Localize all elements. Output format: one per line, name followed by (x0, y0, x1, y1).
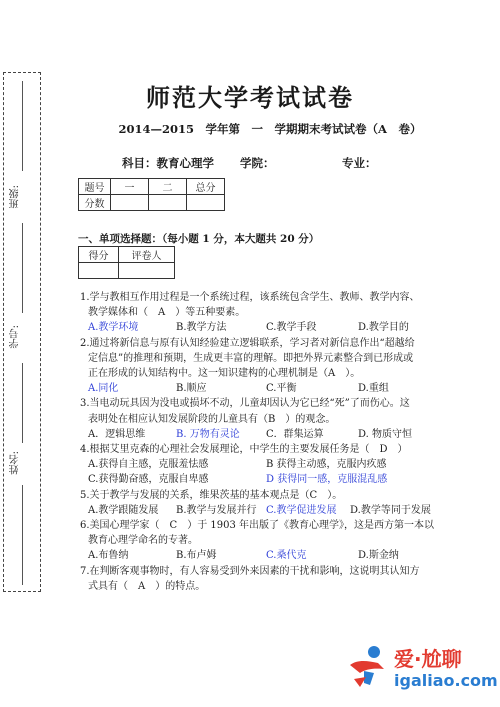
question-stem: 式具有（ A ）的特点。 (88, 580, 206, 592)
table-row (79, 195, 225, 211)
major-field: 专业： (342, 156, 377, 170)
option: C.获得勤奋感，克服自卑感 (88, 474, 209, 486)
score-cell (149, 195, 187, 211)
grader-table (78, 246, 175, 279)
option: A．逻辑思维 (88, 428, 146, 440)
option-row (80, 472, 440, 487)
option: C.桑代克 (266, 550, 307, 562)
option: A.教学跟随发展 (88, 504, 159, 516)
watermark-en: igaliao.com (394, 671, 498, 690)
score-header: 二 (149, 179, 187, 195)
watermark-cn: 爱·尬聊 (394, 647, 462, 671)
question-stem: 定信息”的推理和预期，生成更丰富的理解。即把外界元素整合到已形成或 (88, 352, 414, 364)
option: A.获得自主感，克服羞怯感 (88, 459, 209, 471)
score-row-label: 分数 (79, 195, 111, 211)
option: C.教学促进发展 (266, 504, 337, 516)
score-table (78, 178, 225, 211)
question-stem: 5.关于教学与发展的关系，维果茨基的基本观点是（C ）。 (80, 489, 343, 501)
option: B.顺应 (176, 383, 207, 395)
class-label: 班级: (10, 185, 21, 209)
question (80, 564, 440, 594)
question-stem: 4.根据艾里克森的心理社会发展理论，中学生的主要发展任务是（ D ） (80, 444, 408, 456)
option: B.教学与发展并行 (176, 504, 257, 516)
option: D.教学目的 (358, 322, 409, 334)
option: D.重组 (358, 383, 389, 395)
table-row (79, 179, 225, 195)
score-cell (111, 195, 149, 211)
school-field: 学院： (240, 156, 275, 170)
option: C.教学手段 (266, 322, 317, 334)
binding-line (22, 223, 23, 313)
question (80, 396, 440, 442)
exam-title: 师范大学考试试卷 (146, 84, 354, 112)
question (80, 518, 440, 564)
option: D.教学等同于发展 (350, 504, 431, 516)
option-row (80, 548, 440, 563)
grader-header: 得分 (79, 247, 119, 263)
grader-cell (119, 263, 175, 279)
name-label: 姓名: (10, 451, 21, 475)
option: B. 万物有灵论 (176, 428, 240, 440)
question-stem: 3.当电动玩具因为没电或损坏不动，儿童却因认为它已经“死”了而伤心。这 (80, 398, 410, 410)
question (80, 442, 440, 488)
option: C．群集运算 (266, 428, 324, 440)
watermark-logo (344, 641, 498, 699)
score-header: 题号 (79, 179, 111, 195)
option: D. 物质守恒 (358, 428, 413, 440)
subject-field: 科目：教育心理学 (122, 156, 214, 170)
option: A.教学环境 (88, 322, 139, 334)
option: D 获得同一感，克服混乱感 (266, 474, 388, 486)
question-stem: 7.在判断客观事物时，有人容易受到外来因素的干扰和影响，这说明其认知方 (80, 565, 420, 577)
option-row (80, 503, 440, 518)
score-header: 总分 (187, 179, 225, 195)
student-id-label: 学号: (10, 325, 21, 349)
exam-subtitle: 2014—2015 学年第 一 学期期末考试试卷（A 卷） (118, 122, 422, 136)
option-row (80, 320, 440, 335)
binding-line (22, 485, 23, 585)
score-cell (187, 195, 225, 211)
question-stem: 1.学与教相互作用过程是一个系统过程，该系统包含学生、教师、教学内容、 (80, 292, 420, 303)
question-stem: 教学媒体和（ A ）等五种要素。 (88, 307, 246, 319)
question (80, 336, 440, 397)
option: D.斯金纳 (358, 550, 399, 562)
question-stem: 正在形成的认知结构中。这一知识建构的心理机制是（A ）。 (88, 368, 361, 380)
question-stem: 教育心理学命名的专著。 (88, 535, 198, 547)
mascot-icon (344, 643, 390, 689)
binding-strip (3, 72, 41, 592)
option-row (80, 457, 440, 472)
grader-cell (79, 263, 119, 279)
option: A.同化 (88, 383, 119, 395)
question-list (80, 290, 440, 594)
option-row (80, 381, 440, 396)
question-stem: 6.美国心理学家（ C ）于 1903 年出版了《教育心理学》，这是西方第一本以 (80, 520, 434, 532)
table-row (79, 247, 175, 263)
grader-header: 评卷人 (119, 247, 175, 263)
binding-line (22, 363, 23, 443)
option: B 获得主动感，克服内疚感 (266, 459, 387, 471)
option: C.平衡 (266, 383, 297, 395)
section-title: 一、单项选择题：（每小题 1 分，本大题共 20 分） (78, 233, 320, 245)
question-stem: 2.通过将新信息与原有认知经验建立逻辑联系，学习者对新信息作出“超越给 (80, 337, 415, 349)
question (80, 488, 440, 518)
option-row (80, 427, 440, 442)
option: B.教学方法 (176, 322, 227, 334)
option: A.布鲁纳 (88, 550, 129, 562)
score-header: 一 (111, 179, 149, 195)
question-stem: 表明处在相应认知发展阶段的儿童具有（B ）的观念。 (88, 413, 336, 425)
question (80, 290, 440, 336)
option: B.布卢姆 (176, 550, 217, 562)
table-row (79, 263, 175, 279)
